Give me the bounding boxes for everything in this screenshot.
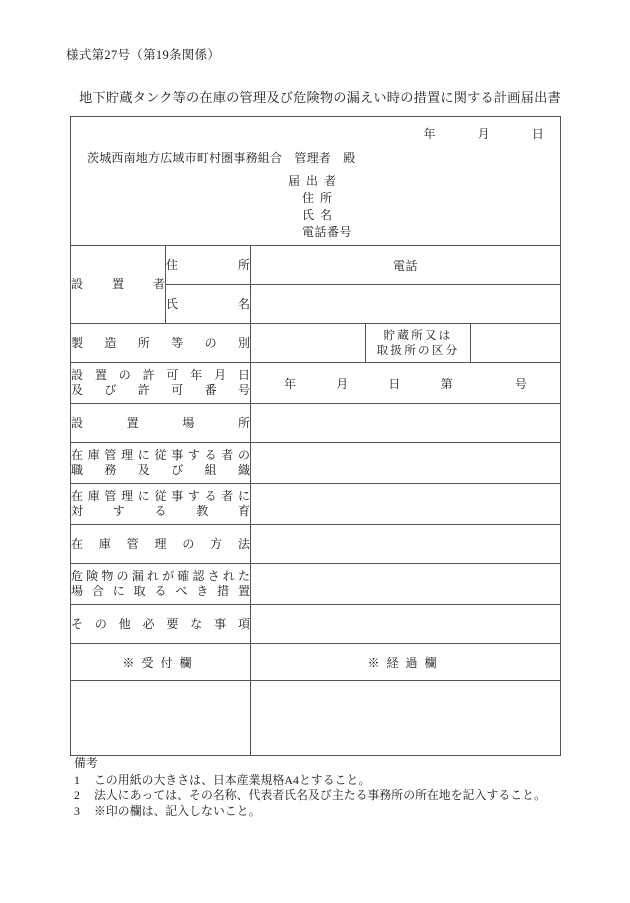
permit-month-label: 月	[336, 376, 349, 391]
table-row-permit	[71, 363, 561, 404]
duties-label-line2: 職務及び組織	[71, 463, 250, 477]
storage-division-label-line1: 貯蔵所又は	[383, 329, 453, 342]
remarks-item-text: 法人にあっては、その名称、代表者氏名及び主たる事務所の所在地を記入すること。	[94, 788, 546, 802]
application-form-table	[70, 116, 561, 756]
table-row-installer-address	[71, 246, 561, 285]
education-label-line2: 対する教育	[71, 504, 250, 518]
leak-measures-field[interactable]	[251, 564, 561, 605]
permit-value-field[interactable]	[251, 363, 561, 404]
receipt-column-label: ※受付欄	[71, 644, 251, 681]
table-row-official-blank	[71, 681, 561, 756]
submitter-address-label: 住所	[302, 191, 339, 205]
addressee-text: 茨城西南地方広域市町村圏事務組合 管理者 殿	[87, 151, 356, 165]
submitter-phone-label: 電話番号	[302, 225, 353, 239]
progress-field[interactable]	[251, 681, 561, 756]
education-label-line1: 在庫管理に従事する者に	[71, 488, 250, 503]
table-row-header	[71, 117, 561, 246]
storage-division-label	[366, 324, 471, 363]
remarks-item	[74, 773, 546, 789]
other-field[interactable]	[251, 605, 561, 644]
other-label: その他必要な事項	[71, 605, 251, 644]
remarks-item-number: 2	[74, 788, 80, 802]
remarks-item-text: ※印の欄は、記入しないこと。	[94, 803, 261, 818]
date-day-label: 日	[531, 127, 545, 141]
submitter-name-label: 氏名	[302, 208, 339, 222]
permit-label-line2: 及び許可番号	[71, 383, 250, 397]
table-row-location	[71, 404, 561, 443]
submitter-block	[286, 173, 352, 241]
permit-number-suffix: 号	[514, 376, 528, 391]
method-field[interactable]	[251, 525, 561, 564]
submitter-label: 届出者	[288, 174, 343, 188]
installer-address-label: 住所	[166, 246, 251, 285]
installer-phone-field[interactable]: 電話	[251, 246, 561, 285]
progress-column-label: ※経過欄	[251, 644, 561, 681]
permit-label-line1: 設置の許可年月日	[71, 367, 250, 382]
date-line	[423, 125, 544, 142]
leak-measures-label	[71, 564, 251, 605]
location-field[interactable]	[251, 404, 561, 443]
installer-name-label: 氏名	[166, 285, 251, 324]
permit-number-prefix: 第	[440, 376, 453, 391]
facility-type-field[interactable]	[251, 324, 366, 363]
remarks-item-number: 3	[74, 803, 80, 818]
form-number: 様式第27号（第19条関係）	[66, 48, 221, 62]
table-row-leak-measures	[71, 564, 561, 605]
installer-label: 設置者	[71, 246, 166, 324]
table-row-other	[71, 605, 561, 644]
page-title: 地下貯蔵タンク等の在庫の管理及び危険物の漏えい時の措置に関する計画届出書	[79, 90, 561, 105]
installer-name-field[interactable]	[251, 285, 561, 324]
location-label: 設置場所	[71, 404, 251, 443]
remarks-section	[74, 756, 546, 819]
permit-year-label: 年	[284, 376, 297, 391]
addressee-cell	[71, 117, 561, 246]
education-label	[71, 484, 251, 525]
duties-label	[71, 443, 251, 484]
leak-measures-label-line2: 場合に取るべき措置	[71, 584, 250, 598]
remarks-item	[74, 788, 546, 804]
leak-measures-label-line1: 危険物の漏れが確認された	[71, 568, 250, 583]
table-row-facility-type	[71, 324, 561, 363]
table-row-education	[71, 484, 561, 525]
permit-day-label: 日	[388, 376, 401, 391]
table-row-duties	[71, 443, 561, 484]
remarks-item-text: この用紙の大きさは、日本産業規格A4とすること。	[94, 772, 371, 787]
facility-type-label: 製造所等の別	[71, 324, 251, 363]
date-month-label: 月	[477, 127, 490, 141]
method-label: 在庫管理の方法	[71, 525, 251, 564]
storage-division-label-line2: 取扱所の区分	[376, 344, 460, 357]
duties-field[interactable]	[251, 443, 561, 484]
education-field[interactable]	[251, 484, 561, 525]
receipt-field[interactable]	[71, 681, 251, 756]
date-year-label: 年	[423, 127, 436, 141]
remarks-item	[74, 804, 546, 820]
table-row-official-headers	[71, 644, 561, 681]
permit-label	[71, 363, 251, 404]
table-row-method	[71, 525, 561, 564]
storage-division-field[interactable]	[471, 324, 561, 363]
duties-label-line1: 在庫管理に従事する者の	[71, 447, 250, 462]
remarks-item-number: 1	[74, 772, 80, 787]
remarks-title: 備考	[74, 756, 98, 770]
